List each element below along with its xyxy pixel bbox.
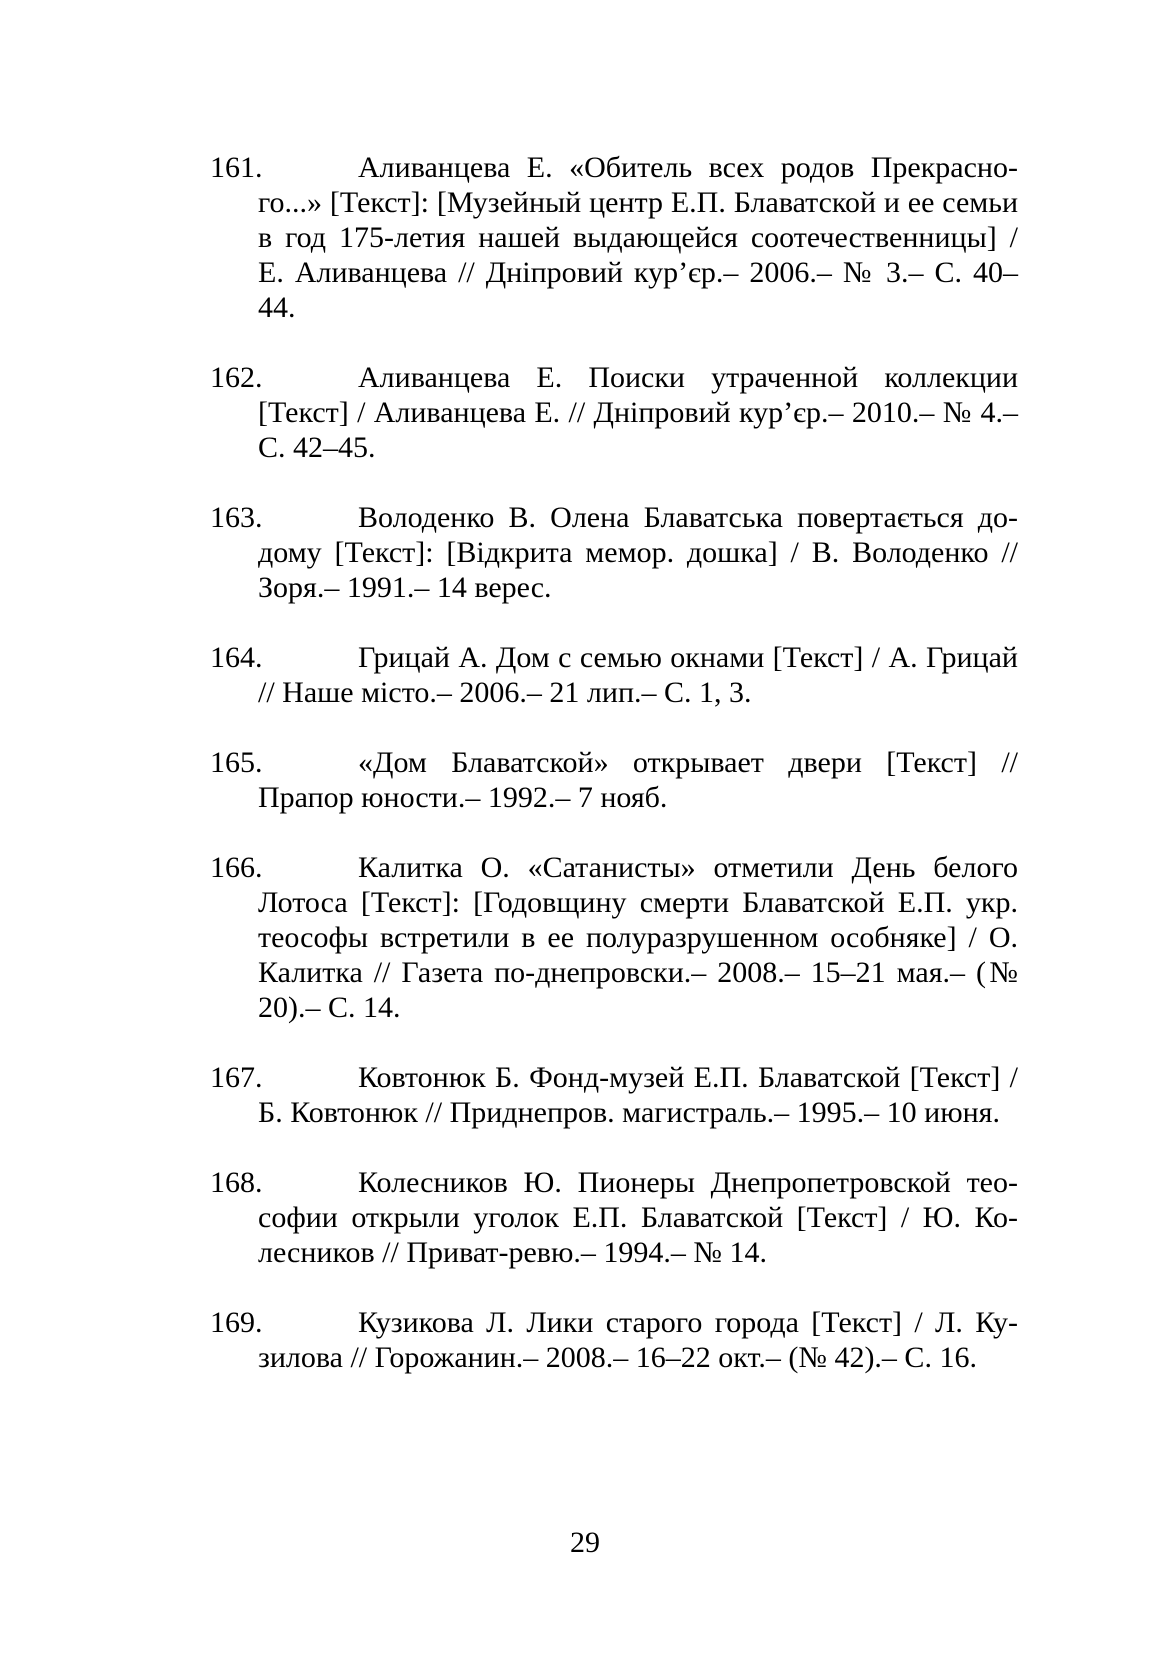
bibliography-entry bbox=[210, 640, 1018, 710]
entry-text: Аливанцева Е. «Обитель всех родов Прекрасного...» [Текст]: [Музейный центр Е.П. Блаватской и ее семьи в год 175-летия нашей выдающейся соотечественницы] / Е. Аливанцева // Дніпровий кур’єр.– 2006.– № 3.– С. 40–44. bbox=[258, 151, 1018, 324]
bibliography-list bbox=[210, 150, 1018, 1410]
bibliography-entry bbox=[210, 1165, 1018, 1270]
entry-text: Грицай А. Дом с семью окнами [Текст] / А. Грицай // Наше місто.– 2006.– 21 лип.– С. 1, 3. bbox=[258, 641, 1018, 709]
page-number: 29 bbox=[570, 1526, 600, 1559]
bibliography-entry bbox=[210, 1305, 1018, 1375]
entry-text: «Дом Блаватской» открывает двери [Текст] // Прапор юности.– 1992.– 7 нояб. bbox=[258, 746, 1018, 814]
entry-text: Володенко В. Олена Блаватська повертається додому [Текст]: [Відкрита мемор. дошка] / В. Володенко // Зоря.– 1991.– 14 верес. bbox=[258, 501, 1018, 604]
entry-number: 168. bbox=[210, 1166, 263, 1199]
entry-number: 164. bbox=[210, 641, 263, 674]
entry-text: Ковтонюк Б. Фонд-музей Е.П. Блаватской [Текст] / Б. Ковтонюк // Приднепров. магистраль.– 1995.– 10 июня. bbox=[258, 1061, 1018, 1129]
entry-text: Колесников Ю. Пионеры Днепропетровской теософии открыли уголок Е.П. Блаватской [Текст] / Ю. Колесников // Приват-ревю.– 1994.– № 14. bbox=[258, 1166, 1018, 1269]
entry-text: Калитка О. «Сатанисты» отметили День белого Лотоса [Текст]: [Годовщину смерти Блаватской Е.П. укр. теософы встретили в ее полуразрушенном особняке] / О. Калитка // Газета по-днепровски.– 2008.– 15–21 мая.– (№ 20).– С. 14. bbox=[258, 851, 1018, 1024]
bibliography-entry bbox=[210, 150, 1018, 325]
bibliography-entry bbox=[210, 500, 1018, 605]
entry-number: 167. bbox=[210, 1061, 263, 1094]
entry-number: 166. bbox=[210, 851, 263, 884]
bibliography-entry bbox=[210, 850, 1018, 1025]
entry-number: 162. bbox=[210, 361, 263, 394]
entry-number: 161. bbox=[210, 151, 263, 184]
bibliography-entry bbox=[210, 1060, 1018, 1130]
entry-number: 169. bbox=[210, 1306, 263, 1339]
entry-number: 163. bbox=[210, 501, 263, 534]
bibliography-entry bbox=[210, 745, 1018, 815]
bibliography-entry bbox=[210, 360, 1018, 465]
entry-text: Кузикова Л. Лики старого города [Текст] / Л. Кузилова // Горожанин.– 2008.– 16–22 окт.– (№ 42).– С. 16. bbox=[258, 1306, 1018, 1374]
entry-number: 165. bbox=[210, 746, 263, 779]
entry-text: Аливанцева Е. Поиски утраченной коллекции [Текст] / Аливанцева Е. // Дніпровий кур’єр.– 2010.– № 4.– С. 42–45. bbox=[258, 361, 1018, 464]
